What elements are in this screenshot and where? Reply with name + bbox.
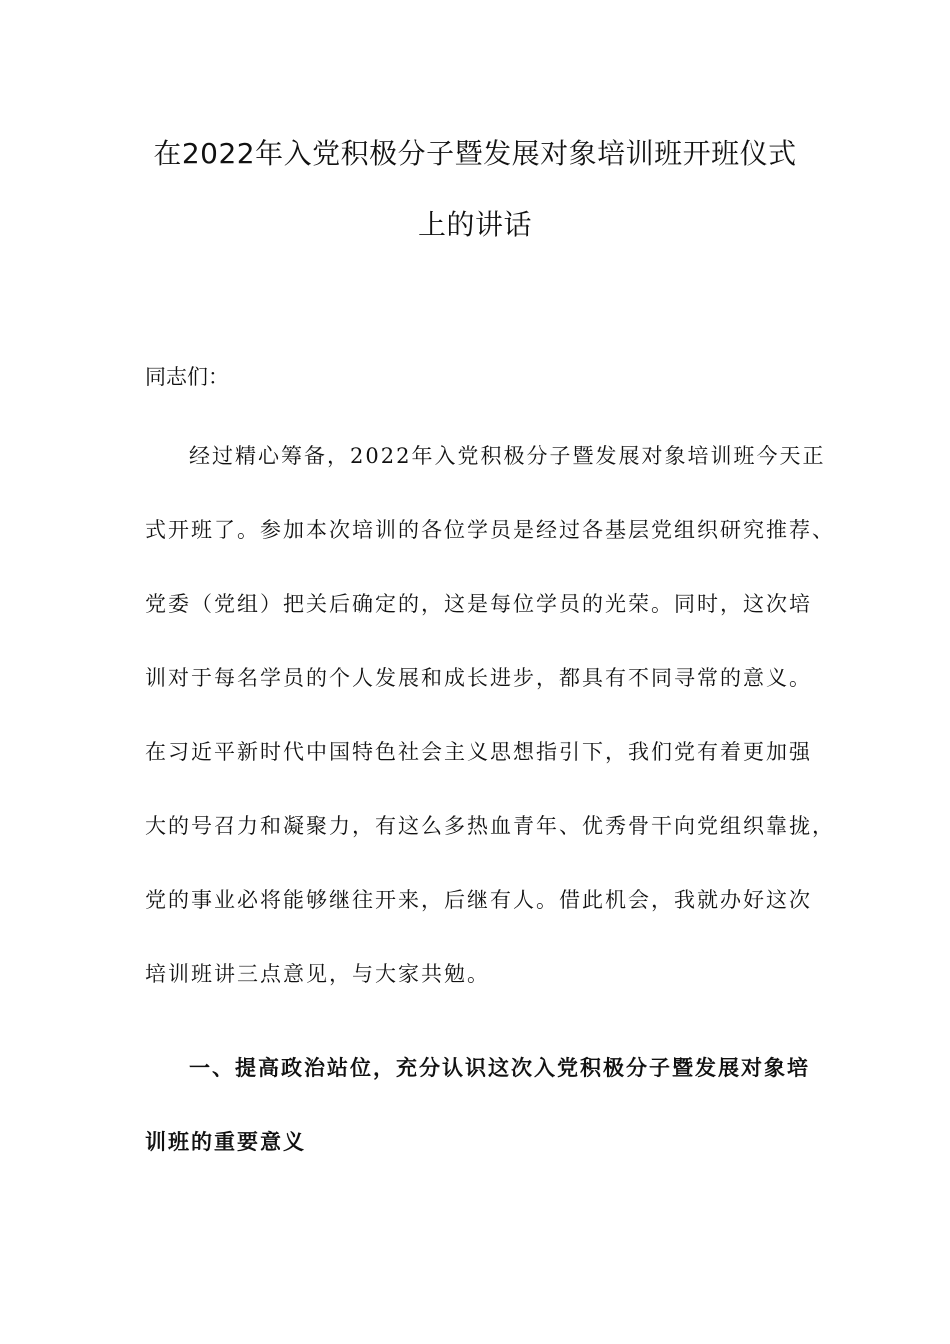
paragraph-line: 党的事业必将能够继往开来，后继有人。借此机会，我就办好这次 (145, 888, 812, 912)
section-heading-line: 一、提高政治站位，充分认识这次入党积极分子暨发展对象培 (189, 1055, 810, 1080)
paragraph-line: 培训班讲三点意见，与大家共勉。 (145, 962, 490, 986)
paragraph-line: 训对于每名学员的个人发展和成长进步，都具有不同寻常的意义。 (145, 666, 812, 690)
paragraph-line: 经过精心筹备，2022年入党积极分子暨发展对象培训班今天正 (189, 444, 826, 468)
paragraph-line: 党委（党组）把关后确定的，这是每位学员的光荣。同时，这次培 (145, 592, 812, 616)
salutation: 同志们： (145, 365, 229, 389)
paragraph-line: 在习近平新时代中国特色社会主义思想指引下，我们党有着更加强 (145, 740, 812, 764)
paragraph-line: 式开班了。参加本次培训的各位学员是经过各基层党组织研究推荐、 (145, 518, 835, 542)
document-title-line-2: 上的讲话 (417, 208, 532, 241)
document-title-line-1: 在2022年入党积极分子暨发展对象培训班开班仪式 (153, 137, 797, 170)
body-paragraph (145, 441, 835, 1033)
section-heading-line: 训班的重要意义 (145, 1129, 306, 1154)
section-heading (145, 1053, 815, 1201)
paragraph-line: 大的号召力和凝聚力，有这么多热血青年、优秀骨干向党组织靠拢， (145, 814, 835, 838)
